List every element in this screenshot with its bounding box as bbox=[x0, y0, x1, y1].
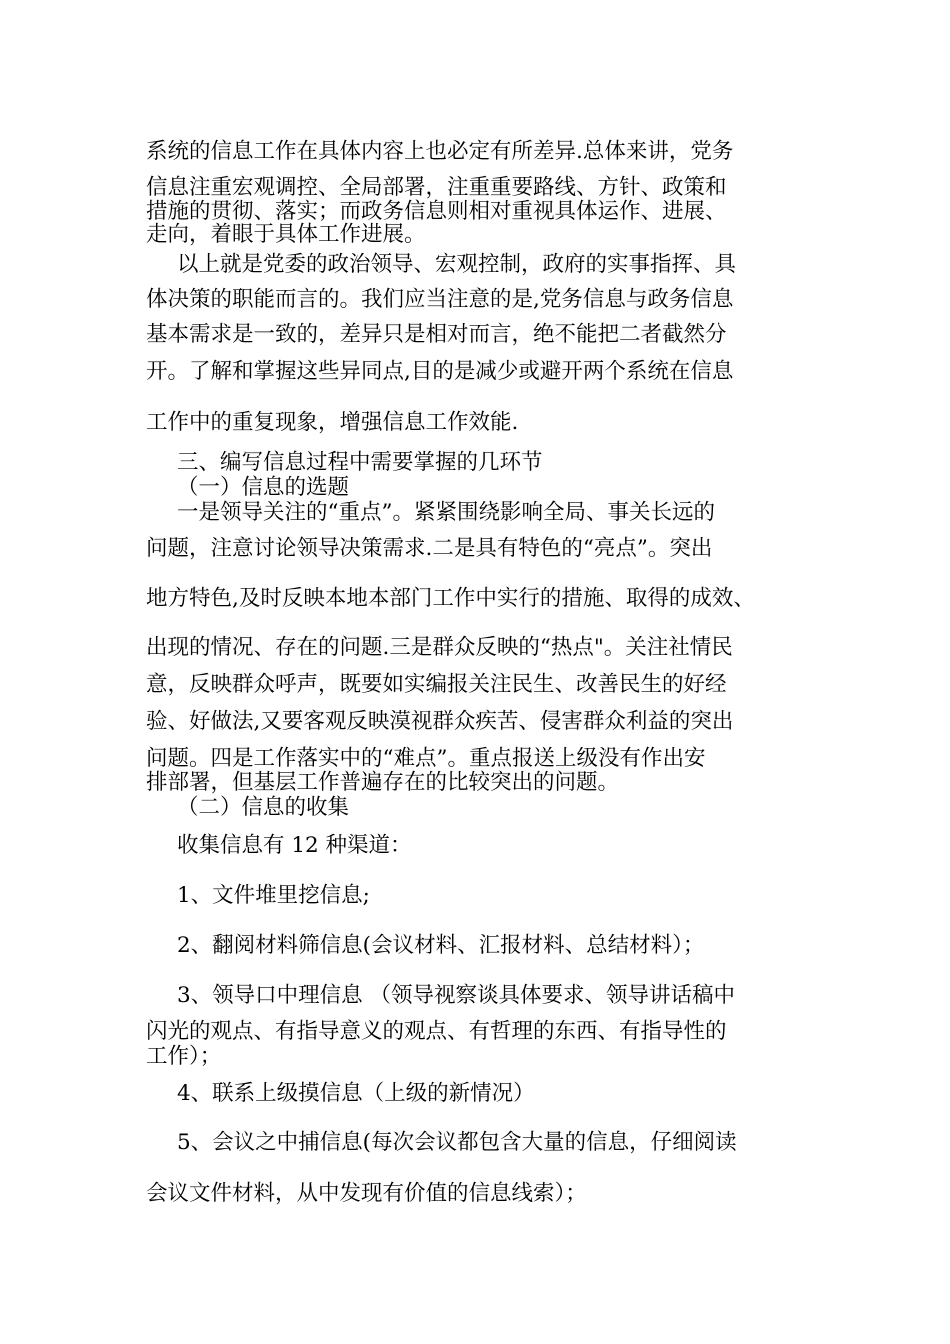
subsection-heading: （一）信息的选题 bbox=[177, 475, 350, 500]
text-line: 工作）； bbox=[146, 1044, 222, 1069]
text-line: 体决策的职能而言的。我们应当注意的是,党务信息与政务信息 bbox=[146, 287, 734, 312]
text-line: 闪光的观点、有指导意义的观点、有哲理的东西、有指导性的 bbox=[146, 1019, 727, 1044]
text-line: 系统的信息工作在具体内容上也必定有所差异.总体来讲，党务 bbox=[146, 139, 734, 164]
text-line: 出现的情况、存在的问题.三是群众反映的“热点"。关注社情民 bbox=[146, 635, 733, 660]
text-line: 信息注重宏观调控、全局部署，注重重要路线、方针、政策和 bbox=[146, 175, 727, 200]
text-line: 问题，注意讨论领导决策需求.二是具有特色的“亮点”。突出 bbox=[146, 536, 713, 561]
text-line: 措施的贯彻、落实；而政务信息则相对重视具体运作、进展、 bbox=[146, 199, 727, 224]
list-item: 4、联系上级摸信息（上级的新情况） bbox=[177, 1081, 535, 1106]
list-item: 1、文件堆里挖信息; bbox=[177, 883, 370, 908]
text-line: 会议文件材料，从中发现有价值的信息线索）； bbox=[146, 1181, 587, 1206]
text-line: 排部署，但基层工作普遍存在的比较突出的问题。 bbox=[146, 770, 620, 795]
text-line: 开。了解和掌握这些异同点,目的是减少或避开两个系统在信息 bbox=[146, 359, 734, 384]
text-line: 一是领导关注的“重点”。紧紧围绕影响全局、事关长远的 bbox=[177, 500, 715, 525]
text-line: 工作中的重复现象，增强信息工作效能. bbox=[146, 410, 519, 435]
text-line: 意，反映群众呼声，既要如实编报关注民生、改善民生的好经 bbox=[146, 672, 727, 697]
text-line: 地方特色,及时反映本地本部门工作中实行的措施、取得的成效、 bbox=[146, 586, 755, 611]
text-line: 走向，着眼于具体工作进展。 bbox=[146, 222, 426, 247]
subsection-heading: （二）信息的收集 bbox=[177, 795, 350, 820]
list-item: 5、会议之中捕信息(每次会议都包含大量的信息，仔细阅读 bbox=[177, 1130, 737, 1155]
list-item: 2、翻阅材料筛信息(会议材料、汇报材料、总结材料）； bbox=[177, 933, 705, 958]
list-item: 3、领导口中理信息 （领导视察谈具体要求、领导讲话稿中 bbox=[177, 983, 736, 1008]
text-line: 问题。四是工作落实中的“难点”。重点报送上级没有作出安 bbox=[146, 746, 706, 771]
section-heading: 三、编写信息过程中需要掌握的几环节 bbox=[177, 450, 543, 475]
text-line: 收集信息有 12 种渠道： bbox=[177, 833, 412, 858]
text-line: 基本需求是一致的，差异只是相对而言，绝不能把二者截然分 bbox=[146, 322, 727, 347]
text-line: 验、好做法,又要客观反映漠视群众疾苦、侵害群众利益的突出 bbox=[146, 709, 734, 734]
text-line: 以上就是党委的政治领导、宏观控制，政府的实事指挥、具 bbox=[177, 252, 737, 277]
